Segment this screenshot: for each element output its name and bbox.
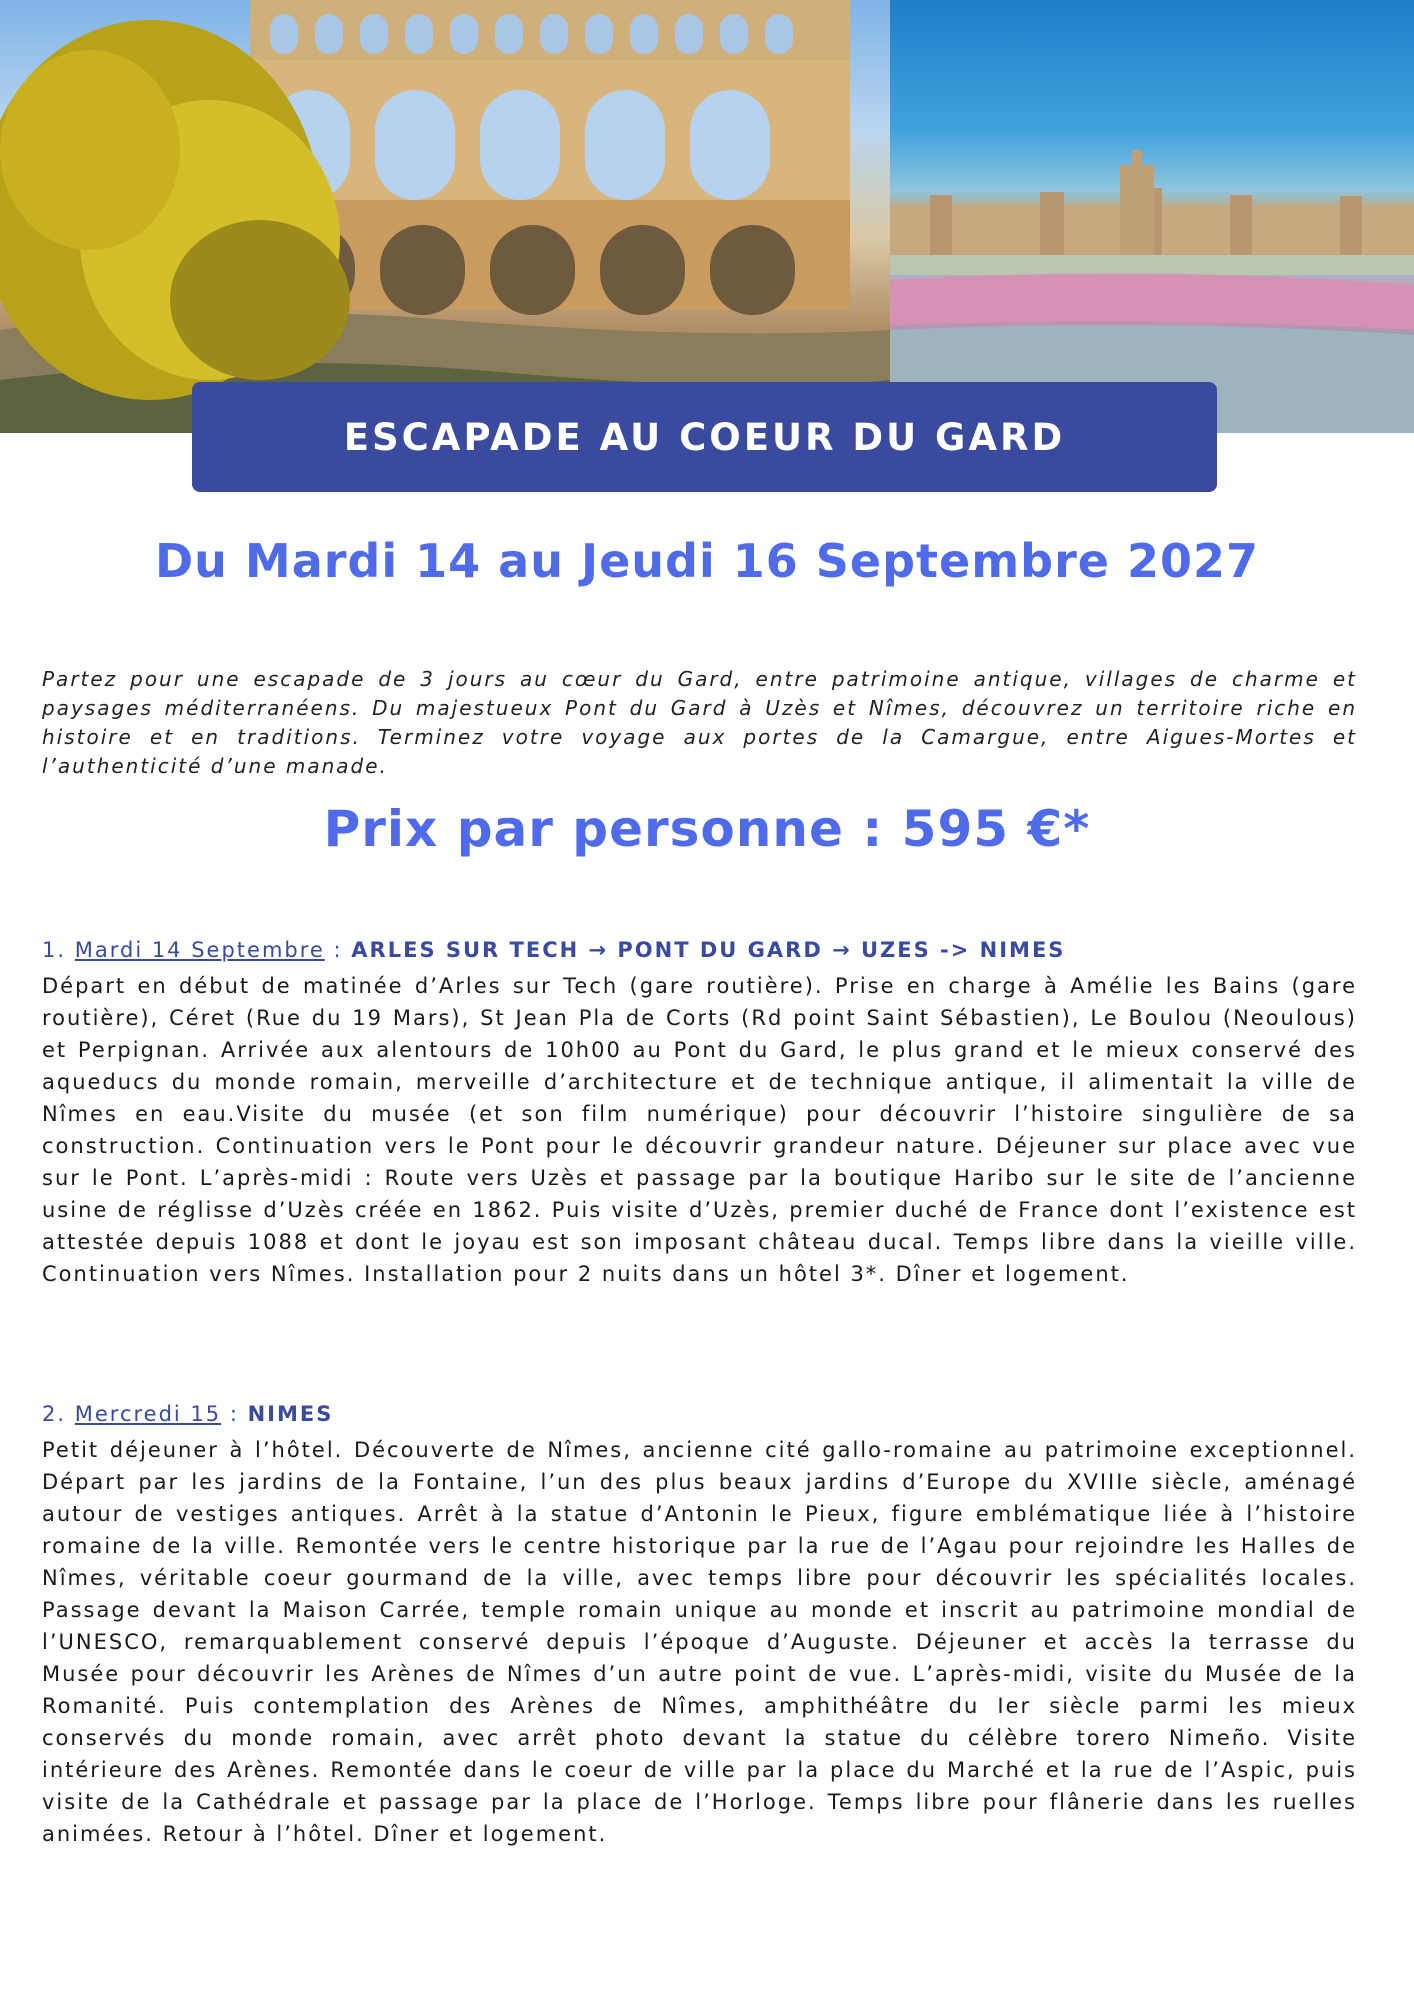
day-description: Départ en début de matinée d’Arles sur Tech (gare routière). Prise en charge à Amélie les Bains (gare routière), Céret (Rue du 19 Mars), St Jean Pla de Corts (Rd point Saint Sébastien), Le Boulou (Neoulous) et Perpignan. Arrivée aux alentours de 10h00 au Pont du Gard, le plus grand et le mieux conservé des aqueducs du monde romain, merveille d’architecture et de technique antique, il alimentait la ville de Nîmes en eau.Visite du musée (et son film numérique) pour découvrir l’histoire singulière de sa construction. Continuation vers le Pont pour le découvrir grandeur nature. Déjeuner sur place avec vue sur le Pont. L’après-midi : Route vers Uzès et passage par la boutique Haribo sur le site de l’ancienne usine de réglisse d’Uzès créée en 1862. Puis visite d’Uzès, premier duché de France dont l’existence est attestée depuis 1088 et dont le joyau est son imposant château ducal. Temps libre dans la vieille ville. Continuation vers Nîmes. Installation pour 2 nuits dans un hôtel 3*. Dîner et logement. [42,974,1357,1286]
day-separator: : [324,938,343,962]
price-heading: Prix par personne : 595 €* [323,800,1091,858]
aigues-mortes-photo [890,0,1414,433]
day-number: 2. [42,1402,67,1426]
day-description: Petit déjeuner à l’hôtel. Découverte de Nîmes, ancienne cité gallo-romaine au patrimoine exceptionnel. Départ par les jardins de la Fontaine, l’un des plus beaux jardins d’Europe du XVIIIe siècle, aménagé autour de vestiges antiques. Arrêt à la statue d’Antonin le Pieux, figure emblématique liée à l’histoire romaine de la ville. Remontée vers le centre historique par la rue de l’Agau pour rejoindre les Halles de Nîmes, véritable coeur gourmand de la ville, avec temps libre pour découvrir les spécialités locales. Passage devant la Maison Carrée, temple romain unique au monde et inscrit au patrimoine mondial de l’UNESCO, remarquablement conservé depuis l’époque d’Auguste. Déjeuner et accès la terrasse du Musée pour découvrir les Arènes de Nîmes d’un autre point de vue. L’après-midi, visite du Musée de la Romanité. Puis contemplation des Arènes de Nîmes, amphithéâtre du Ier siècle parmi les mieux conservés du monde romain, avec arrêt photo devant la statue du célèbre torero Nimeño. Visite intérieure des Arènes. Remontée dans le coeur de ville par la place du Marché et la rue de l’Aspic, puis visite de la Cathédrale et passage par la place de l’Horloge. Temps libre pour flânerie dans les ruelles animées. Retour à l’hôtel. Dîner et logement. [42,1438,1357,1846]
day-heading [42,938,1357,962]
intro-paragraph: Partez pour une escapade de 3 jours au cœur du Gard, entre patrimoine antique, villages de charme et paysages méditerranéens. Du majestueux Pont du Gard à Uzès et Nîmes, découvrez un territoire riche en histoire et en traditions. Terminez votre voyage aux portes de la Camargue, entre Aigues-Mortes et l’authenticité d’une manade. [42,667,1357,778]
day-date-link[interactable]: Mercredi 15 [74,1402,222,1426]
pont-du-gard-photo [0,0,890,433]
day-2-section [42,1402,1357,1850]
day-places: ARLES SUR TECH → PONT DU GARD → UZES -> NIMES [351,938,1066,962]
day-heading [42,1402,1357,1426]
day-places: NIMES [247,1402,334,1426]
page-title: ESCAPADE AU COEUR DU GARD [343,415,1066,459]
day-1-section [42,938,1357,1290]
day-date-link[interactable]: Mardi 14 Septembre [74,938,325,962]
title-banner [192,382,1217,492]
day-number: 1. [42,938,67,962]
trip-dates: Du Mardi 14 au Jeudi 16 Septembre 2027 [154,534,1260,588]
day-separator: : [221,1402,239,1426]
